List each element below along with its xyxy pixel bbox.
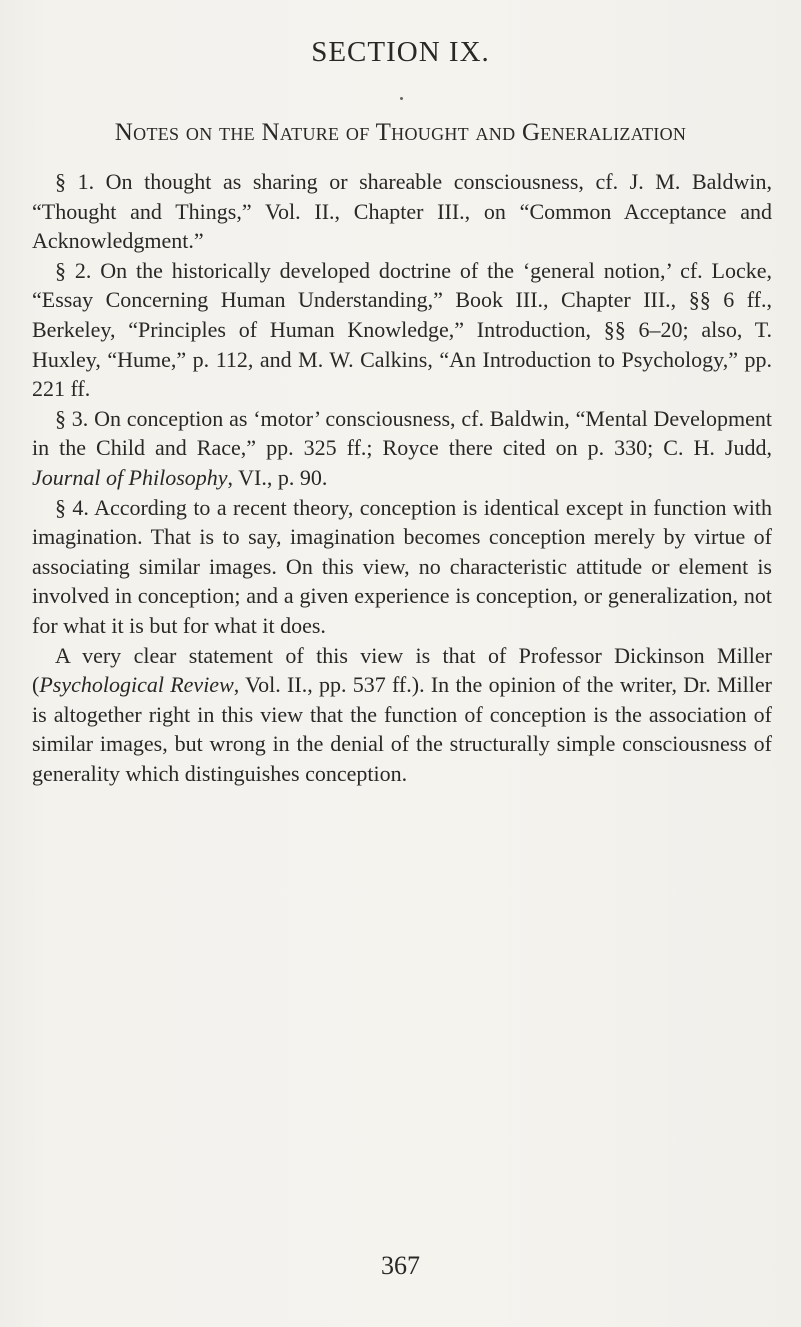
paragraph-3 [32, 404, 772, 493]
page-number: 367 [381, 1251, 420, 1280]
paragraph-3-text-a: § 3. On conception as ‘motor’ consciousness, cf. Baldwin, “Mental Development in the Child and Race,” pp. 325 ff.; Royce there cited on p. 330; C. H. Judd, [32, 405, 772, 461]
paragraph-5 [32, 641, 772, 789]
paragraph-5-text-a: A very clear statement of this view is that of Professor Dickinson Miller ( [32, 642, 772, 698]
paragraph-5-text-b: , Vol. II., pp. 537 ff.). In the opinion of the writer, Dr. Miller is altogether right in this view that the function of conception is the association of similar images, but wrong in the denial of the structurally simple consciousness of generality which distinguishes conception. [32, 672, 772, 786]
paragraph-4: § 4. According to a recent theory, conception is identical except in function with imagination. That is to say, imagination becomes conception merely by virtue of associating similar images. On this view, no characteristic attitude or element is involved in conception; and a given experience is conception, or generalization, not for what it is but for what it does. [32, 494, 772, 638]
section-title: SECTION IX. [311, 36, 490, 68]
paragraph-1: § 1. On thought as sharing or shareable consciousness, cf. J. M. Baldwin, “Thought and Things,” Vol. II., Chapter III., on “Common Acceptance and Acknowledgment.” [32, 169, 772, 254]
paragraph-2: § 2. On the historically developed doctrine of the ‘general notion,’ cf. Locke, “Essay Concerning Human Understanding,” Book III., Chapter III., §§ 6 ff., Berkeley, “Principles of Human Knowledge,” Introduction, §§ 6–20; also, T. Huxley, “Hume,” p. 112, and M. W. Calkins, “An Introduction to Psychology,” pp. 221 ff. [32, 257, 772, 402]
ornament-dot [400, 97, 403, 100]
section-subtitle: Notes on the Nature of Thought and Generalization [114, 119, 687, 146]
review-title: Psychological Review [39, 672, 234, 698]
body-text [32, 167, 772, 788]
paragraph-3-text-b: , VI., p. 90. [227, 464, 328, 490]
journal-title: Journal of Philosophy [32, 464, 228, 490]
